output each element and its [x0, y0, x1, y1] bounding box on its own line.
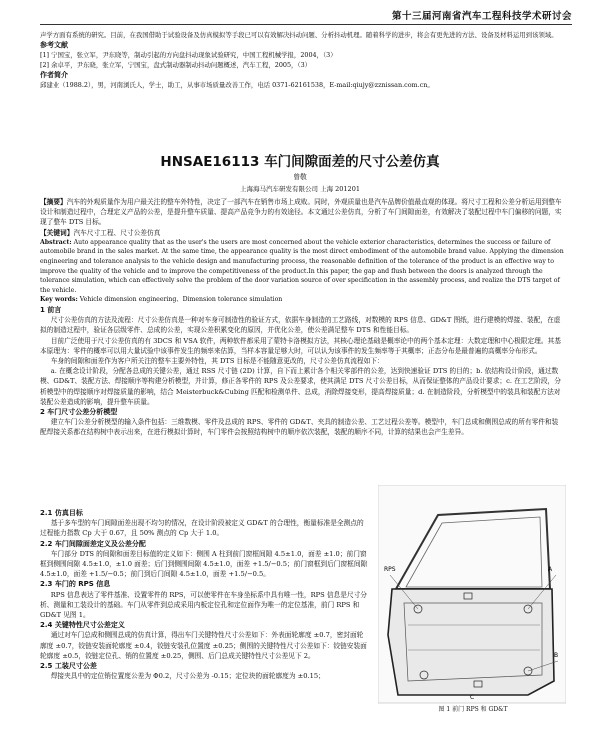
article-author: 曾敬 — [293, 173, 307, 181]
article-left-column — [40, 508, 370, 681]
section-2-heading: 2 车门尺寸公差分析模型 — [40, 408, 118, 416]
header-rule — [40, 24, 572, 25]
section-1-heading: 1 前言 — [40, 305, 62, 314]
abstract-en-label: Abstract: — [40, 238, 72, 246]
reference-2: [2] 余卓平，尹东晓，张立军，宁国宝，盘式制动器制动抖动问题概述，汽车工程，2005，（3） — [40, 61, 312, 69]
section-2-4-text: 通过对车门总成和侧围总成的仿真计算，得出车门关键特性尺寸公差如下：外表面轮廓度 ±0.7，密封面轮廓度 ±0.7，铰链安装面轮廓度 ±0.4，铰链安装孔位置度 ±0.25；侧围的关键特性尺寸公差如下：铰链安装面轮廓度 ±0.5，铰链定位孔、销的位置度 ±0.25，侧围、后门总成关键特性尺寸公差见下 2。 — [40, 631, 367, 660]
section-1-para-1: 尺寸公差仿真的方法及流程：尺寸公差仿真是一种对车身可制造性的验证方式，依据车身制造的工艺路线，对数模的 RPS 信息、GD&T 图纸，进行建模的焊接、装配，在虚拟的制造过程中，验证各层级零件、总成的公差，实现公差积累变化的原因，并优化公差，使公差满足整车 DTS 和性能目标。 — [40, 316, 561, 335]
section-2-2-heading: 2.2 车门间隙面差定义及公差分配 — [40, 539, 146, 548]
front-door-figure — [378, 485, 566, 707]
abstract-en-text: Auto appearance quality that as the user's the users are most concerned about the vehicle exterior characteristics, determines the success or failure of automobile brand in the sales market. At the same time, the appearance quality is the most direct embodiment of the automobile brand value. Applying the dimension engineering and tolerance analysis to the vehicle design and manufacturing process, the reasonable definition of the tolerance of the product is an effective way to improve the quality of the vehicle and to improve the competitiveness of the product.In this paper, the gap and flush between the doors is analyzed through the tolerance simulation, which can effectively solve the problem of the door variation source of over specification in the assembly process, and realize the DTS target of the vehicle. — [40, 238, 564, 294]
references-heading: 参考文献 — [40, 41, 68, 49]
previous-article-tail — [40, 30, 564, 90]
section-2-1-text: 基于多车型的车门间隙面差出现不均匀的情况，在设计阶段被定义 GD&T 的合理性，衡量标准是全测点的过程能力指数 Cp 大于 0.67，且 50% 测点的 Cp 大于 1.0。 — [40, 519, 364, 538]
abstract-cn-label: 【摘要】 — [40, 198, 67, 206]
section-2-1-heading: 2.1 仿真目标 — [40, 509, 83, 517]
section-2-3-text: RPS 信息表达了零件基准、设置零件的 RPS，可以使零件在车身坐标系中具有唯一性，RPS 信息是尺寸分析、测量和工装设计的基础。车门从零件到总成采用内板定位孔和定位面作为唯一的定位基准，前门 RPS 和 GD&T 见图 1。 — [40, 590, 367, 620]
section-2-3-heading: 2.3 车门的 RPS 信息 — [40, 580, 111, 589]
abstract-cn-text: 汽车的外观质量作为用户最关注的整车外特性，决定了一部汽车在销售市场上成败。同时，外观质量也是汽车品牌价值最直观的体现。将尺寸工程和公差分析运用到整车设计和制造过程中，合理定义产品的公差，是提升整车质量、提高产品竞争力的有效途径。本文通过公差仿真，分析了车门间隙面差，有效解决了装配过程中车门偏移的问题，实现了整车 DTS 目标。 — [40, 198, 562, 227]
keywords-en-text: Vehicle dimension engineering、Dimension tolerance simulation — [79, 296, 283, 304]
figure-label-a: A — [548, 566, 553, 573]
section-2-2-text: 车门部分 DTS 的间隙和面差目标值的定义如下：侧围 A 柱到前门窗框间隙 4.5±1.0，面差 ±1.0；前门窗框到侧围间隙 4.5±1.0，±1.0 面差；后门到侧围间隙 4.5±1.0，面差 +1.5/−0.5；前门窗框到后门窗框间隙 4.5±1.0，面差 +1.5/−0.5；前门到后门间隙 4.5±1.0，面差 +1.5/−0.5。 — [40, 549, 368, 579]
section-1-para-4: a. 在概念设计阶段，分配各总成的关键公差，通过 RSS 尺寸链 (2D) 计算，自下而上累计各个相关零部件的公差，达到快速验证 DTS 的目的；b. 依结构设计阶段，通过数模、GD&T、装配方法、焊接顺序等构建分析模型，并计算，修正各零件的 RPS 及公差要求，使其满足 DTS 尺寸公差目标，从而保证整体的产品设计要求；c. 在工艺阶段，分析模型中的焊接顺序对焊接质量的影响，结合 Meisterbuck&Cubing 匹配和检测单件、总成，消除焊接变形，提高焊接质量；d. 在制造阶段，分析模型中的装具和装配方法对装配公差造成的影响，提升整车质量。 — [40, 367, 561, 406]
keywords-cn-text: 汽车尺寸工程、尺寸公差仿真 — [73, 228, 161, 237]
abstract-cn — [40, 197, 564, 228]
article-body-full — [40, 197, 564, 438]
section-1-para-3: 车身的间隙和面差作为客户所关注的整车主要外特性，其 DTS 目标是不能随意更改的，尺寸公差仿真流程如下： — [50, 356, 384, 365]
keywords-cn-label: 【关键词】 — [40, 228, 74, 237]
section-2-para-1: 建立车门公差分析模型的输入条件包括：三维数模、零件及总成的 RPS、零件的 GD&T、夹具的制造公差、工艺过程公差等。模型中，车门总成和侧围总成的所有零件和装配焊接关系都在结构树中表示出来，在进行模拟计算时，车门零件会按照结构树中的顺序依次装配，装配的顺序不同，计算的结果也会产生差异。 — [40, 418, 559, 437]
figure-caption: 图 1 前门 RPS 和 GD&T — [438, 706, 508, 713]
author-bio: 邱建业（1988.2），男，河南浏氏人，学士，助工，从事市场质量改善工作，电话 0371-62161538，E-mail:qiujy@zznissan.com.cn。 — [40, 81, 434, 89]
section-2-5-text: 焊接夹具中的定位销位置度公差为 Φ0.2，尺寸公差为 -0.15；定位块的面轮廓度为 ±0.15； — [50, 672, 325, 681]
reference-1: [1] 宁国宝，张立军，尹东晓等，制动引起的方向盘抖动现象试验研究，中国工程机械学报，2004，（3） — [40, 51, 337, 59]
section-2-5-heading: 2.5 工装尺寸公差 — [40, 662, 97, 671]
keywords-cn — [40, 228, 564, 238]
abstract-en — [40, 238, 564, 296]
article-title: HNSAE16113 车门间隙面差的尺寸公差仿真 — [160, 154, 440, 170]
keywords-en-label: Key words: — [40, 296, 78, 304]
bio-heading: 作者简介 — [40, 71, 68, 79]
section-1-para-2: 目前广泛使用于尺寸公差仿真的有 3DCS 和 VSA 软件，两种软件都采用了蒙特卡洛模拟方法，其核心理论基础是概率论中的两个基本定理：大数定理和中心极限定理。其基本原理为：零件的概率可以用大量试验中该事件发生的频率来估算，当样本容量足够大时，可以认为该事件的发生频率等于其概率；正态分布是最普遍的高概率分布形式。 — [40, 336, 561, 355]
prev-closing-text: 声学方面有系统的研究。目前，在我国借助于试验设备及仿真模拟等手段已可以有效解决抖动问题、分析抖动机理。随着科学的进步，将会有更先进的方法、设备及材料运用到该领域。 — [40, 31, 558, 39]
figure-label-c: C — [470, 694, 475, 701]
article-affiliation: 上海海马汽车研发有限公司 上海 201201 — [240, 185, 360, 193]
figure-label-b: B — [554, 652, 559, 659]
running-header: 第十三届河南省汽车工程科技学术研讨会 — [391, 11, 572, 22]
section-2-4-heading: 2.4 关键特性尺寸公差定义 — [40, 621, 125, 630]
keywords-en — [40, 295, 564, 305]
figure-label-rps: RPS — [384, 566, 396, 573]
